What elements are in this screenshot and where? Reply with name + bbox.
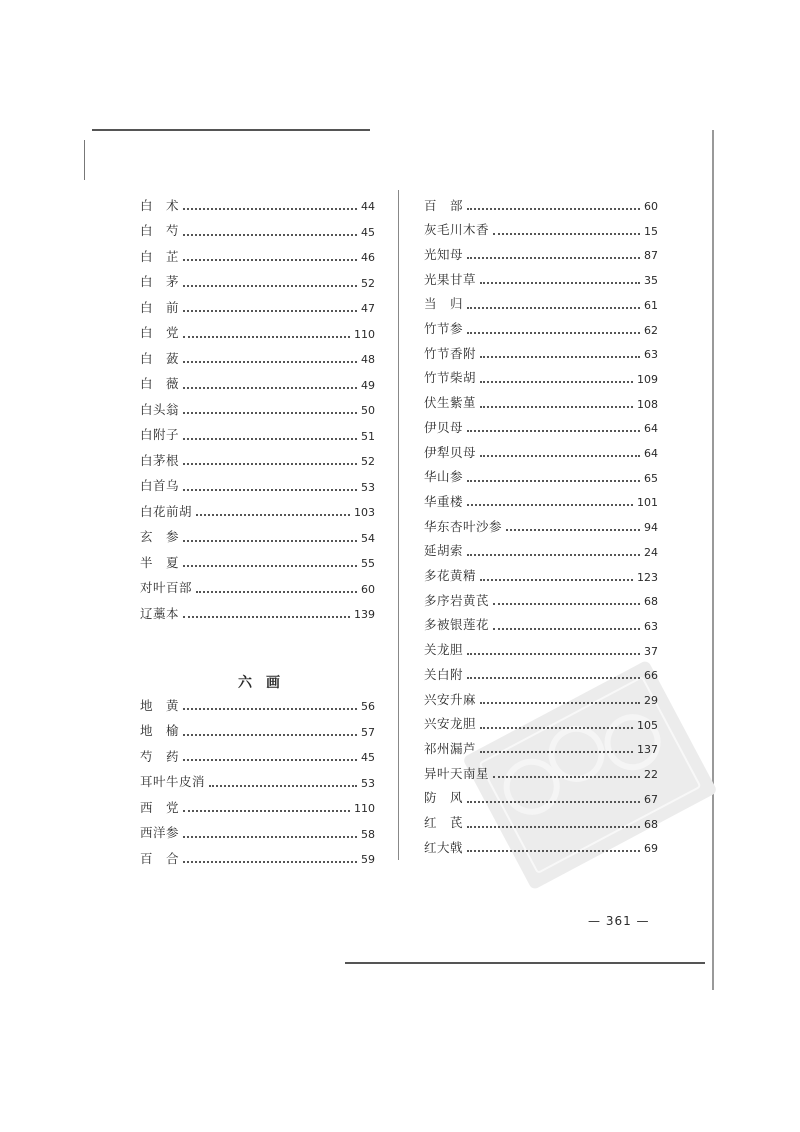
- entry-name: 辽藁本: [140, 605, 180, 621]
- index-entry: [140, 473, 375, 493]
- dot-leader: [183, 810, 350, 812]
- entry-page: 69: [644, 842, 658, 856]
- dot-leader: [480, 751, 633, 753]
- entry-name: 延胡索: [424, 543, 464, 559]
- entry-name: 华山参: [424, 469, 464, 485]
- entry-name: 百 部: [424, 197, 464, 213]
- dot-leader: [493, 233, 640, 235]
- index-entry: [424, 686, 658, 706]
- dot-leader: [467, 480, 640, 482]
- entry-name: 祁州漏芦: [424, 740, 477, 756]
- entry-page: 48: [361, 353, 375, 366]
- dot-leader: [480, 727, 633, 729]
- index-entry: [140, 769, 375, 789]
- index-entry: [140, 845, 375, 865]
- index-entry: [140, 524, 375, 544]
- dot-leader: [183, 734, 357, 736]
- entry-page: 35: [644, 274, 658, 288]
- dot-leader: [506, 529, 640, 531]
- entry-name: 伊贝母: [424, 419, 464, 435]
- index-entry: [424, 513, 658, 533]
- entry-page: 44: [361, 200, 375, 213]
- entry-page: 59: [361, 853, 375, 866]
- entry-page: 58: [361, 827, 375, 841]
- entry-page: 123: [637, 570, 658, 584]
- dot-leader: [467, 801, 640, 803]
- entry-page: 60: [644, 200, 658, 213]
- entry-name: 白 薇: [140, 376, 180, 391]
- bottom-rule: [345, 962, 705, 964]
- dot-leader: [183, 438, 357, 440]
- index-entry: [140, 743, 375, 763]
- index-entry: [140, 396, 375, 416]
- entry-page: 63: [644, 619, 658, 633]
- dot-leader: [493, 628, 640, 630]
- entry-page: 68: [644, 817, 658, 831]
- entry-name: 异叶天南星: [424, 765, 490, 781]
- entry-name: 兴安升麻: [424, 691, 477, 707]
- entry-page: 54: [361, 531, 375, 545]
- index-entry: [424, 661, 658, 681]
- entry-name: 多花黄精: [424, 568, 477, 583]
- entry-name: 白 茅: [140, 274, 180, 289]
- entry-name: 白 芍: [140, 223, 180, 238]
- entry-page: 53: [361, 776, 375, 790]
- entry-page: 45: [361, 751, 375, 764]
- entry-name: 芍 药: [140, 748, 180, 764]
- entry-page: 105: [637, 718, 658, 732]
- entry-page: 47: [361, 302, 375, 315]
- entry-page: 56: [361, 700, 375, 713]
- index-entry: [140, 549, 375, 569]
- entry-page: 67: [644, 792, 658, 806]
- entry-page: 22: [644, 768, 658, 782]
- index-entry: [424, 217, 658, 237]
- index-entry: [140, 294, 375, 314]
- entry-name: 灰毛川木香: [424, 222, 490, 238]
- entry-name: 关白附: [424, 666, 464, 682]
- entry-page: 87: [644, 249, 658, 263]
- index-entry: [424, 587, 658, 607]
- entry-name: 西洋参: [140, 825, 180, 840]
- index-entry: [424, 291, 658, 311]
- entry-page: 24: [644, 545, 658, 559]
- index-entry: [140, 575, 375, 595]
- dot-leader: [480, 455, 640, 457]
- entry-page: 65: [644, 471, 658, 485]
- entry-page: 68: [644, 595, 658, 609]
- entry-name: 地 黄: [140, 697, 180, 713]
- index-entry: [140, 371, 375, 391]
- entry-page: 29: [644, 694, 658, 707]
- entry-name: 百 合: [140, 850, 180, 866]
- entry-name: 红大戟: [424, 839, 464, 855]
- dot-leader: [183, 387, 357, 389]
- entry-page: 15: [644, 224, 658, 238]
- entry-name: 当 归: [424, 296, 464, 312]
- entry-page: 53: [361, 480, 375, 494]
- dot-leader: [183, 708, 357, 710]
- index-entry: [140, 218, 375, 238]
- index-entry: [424, 488, 658, 508]
- entry-name: 白花前胡: [140, 503, 193, 519]
- entry-name: 多被银莲花: [424, 617, 490, 633]
- entry-name: 华重楼: [424, 493, 464, 509]
- dot-leader: [467, 307, 640, 309]
- dot-leader: [467, 430, 640, 432]
- dot-leader: [183, 565, 357, 567]
- dot-leader: [183, 463, 357, 465]
- entry-name: 竹节香附: [424, 345, 477, 361]
- index-entry: [424, 760, 658, 780]
- entry-name: 多序岩黄芪: [424, 592, 490, 608]
- dot-leader: [196, 591, 357, 593]
- dot-leader: [467, 332, 640, 334]
- entry-name: 竹节柴胡: [424, 370, 477, 386]
- dot-leader: [480, 356, 640, 358]
- entry-page: 103: [354, 506, 375, 519]
- index-entry: [424, 464, 658, 484]
- right-index-column: [424, 192, 658, 872]
- index-entry: [424, 563, 658, 583]
- entry-page: 55: [361, 557, 375, 570]
- index-entry: [424, 834, 658, 854]
- index-entry: [140, 718, 375, 738]
- index-entry: [424, 365, 658, 385]
- entry-page: 110: [354, 802, 375, 815]
- index-entry: [424, 316, 658, 336]
- entry-name: 耳叶牛皮消: [140, 774, 206, 789]
- dot-leader: [183, 285, 357, 287]
- entry-page: 63: [644, 348, 658, 362]
- entry-name: 白头翁: [140, 401, 180, 417]
- entry-name: 对叶百部: [140, 580, 193, 595]
- entry-page: 139: [354, 608, 375, 621]
- entry-page: 60: [361, 582, 375, 596]
- index-entry: [140, 447, 375, 467]
- dot-leader: [183, 310, 357, 312]
- entry-name: 地 榆: [140, 723, 180, 738]
- entry-page: 108: [637, 397, 658, 411]
- index-entry: [424, 538, 658, 558]
- entry-page: 137: [637, 743, 658, 757]
- column-divider: [398, 190, 399, 860]
- dot-leader: [480, 579, 633, 581]
- index-entry: [424, 241, 658, 261]
- index-entry: [140, 422, 375, 442]
- index-entry: [140, 692, 375, 712]
- entry-page: 62: [644, 323, 658, 337]
- dot-leader: [183, 540, 357, 542]
- dot-leader: [467, 826, 640, 828]
- index-entry: [140, 600, 375, 620]
- index-entry: [140, 243, 375, 263]
- entry-name: 玄 参: [140, 529, 180, 544]
- dot-leader: [467, 504, 633, 506]
- entry-name: 伏生紫堇: [424, 395, 477, 411]
- dot-leader: [493, 603, 640, 605]
- entry-name: 兴安龙胆: [424, 716, 477, 732]
- index-entry: [140, 794, 375, 814]
- entry-page: 101: [637, 496, 658, 510]
- entry-name: 伊犁贝母: [424, 444, 477, 460]
- entry-name: 白 术: [140, 197, 180, 213]
- dot-leader: [183, 861, 357, 863]
- dot-leader: [467, 257, 640, 259]
- index-entry: [424, 735, 658, 755]
- index-entry: [140, 192, 375, 212]
- entry-page: 50: [361, 404, 375, 417]
- entry-name: 白 前: [140, 299, 180, 315]
- entry-name: 白 蔹: [140, 350, 180, 366]
- index-entry: [424, 711, 658, 731]
- index-entry: [140, 345, 375, 365]
- dot-leader: [183, 234, 357, 236]
- dot-leader: [480, 282, 640, 284]
- dot-leader: [480, 702, 640, 704]
- dot-leader: [183, 759, 357, 761]
- dot-leader: [183, 208, 357, 210]
- entry-page: 51: [361, 429, 375, 443]
- entry-page: 37: [644, 644, 658, 658]
- entry-name: 关龙胆: [424, 642, 464, 658]
- dot-leader: [183, 361, 357, 363]
- dot-leader: [480, 406, 633, 408]
- entry-name: 光知母: [424, 246, 464, 262]
- index-entry: [424, 390, 658, 410]
- index-entry: [424, 192, 658, 212]
- entry-page: 52: [361, 276, 375, 290]
- entry-page: 110: [354, 327, 375, 341]
- dot-leader: [493, 776, 640, 778]
- entry-page: 46: [361, 251, 375, 264]
- entry-page: 64: [644, 447, 658, 460]
- entry-name: 光果甘草: [424, 271, 477, 287]
- entry-page: 64: [644, 422, 658, 436]
- index-entry: [424, 439, 658, 459]
- entry-page: 45: [361, 225, 375, 239]
- entry-name: 白 芷: [140, 248, 180, 264]
- dot-leader: [183, 616, 350, 618]
- dot-leader: [467, 554, 640, 556]
- entry-name: 竹节参: [424, 321, 464, 336]
- top-rule: [92, 129, 370, 131]
- index-entry: [140, 498, 375, 518]
- dot-leader: [467, 677, 640, 679]
- entry-name: 白茅根: [140, 452, 180, 468]
- dot-leader: [183, 259, 357, 261]
- entry-name: 白附子: [140, 427, 180, 442]
- entry-page: 57: [361, 725, 375, 739]
- dot-leader: [183, 336, 350, 338]
- index-entry: [424, 612, 658, 632]
- dot-leader: [183, 836, 357, 838]
- entry-name: 白首乌: [140, 478, 180, 493]
- index-entry: [424, 785, 658, 805]
- dot-leader: [467, 850, 640, 852]
- index-entry: [424, 340, 658, 360]
- dot-leader: [183, 412, 357, 414]
- index-entry: [424, 414, 658, 434]
- entry-page: 61: [644, 298, 658, 312]
- entry-page: 109: [637, 372, 658, 386]
- index-entry: [424, 637, 658, 657]
- entry-name: 西 党: [140, 799, 180, 815]
- entry-page: 94: [644, 521, 658, 535]
- entry-name: 半 夏: [140, 554, 180, 570]
- entry-name: 防 风: [424, 790, 464, 806]
- entry-name: 华东杏叶沙参: [424, 518, 503, 534]
- dot-leader: [183, 489, 357, 491]
- entry-page: 49: [361, 378, 375, 392]
- dot-leader: [209, 785, 357, 787]
- index-entry: [140, 820, 375, 840]
- index-entry: [140, 320, 375, 340]
- dot-leader: [196, 514, 350, 516]
- section-heading: 六画: [238, 675, 294, 691]
- page-edge-right: [712, 130, 714, 990]
- index-entry: [424, 810, 658, 830]
- index-entry: [424, 266, 658, 286]
- entry-name: 红 芪: [424, 815, 464, 830]
- left-index-column: [140, 192, 375, 872]
- entry-name: 白 党: [140, 325, 180, 340]
- index-entry: [140, 269, 375, 289]
- entry-page: 52: [361, 455, 375, 468]
- dot-leader: [467, 208, 640, 210]
- dot-leader: [480, 381, 633, 383]
- dot-leader: [467, 653, 640, 655]
- page-number: — 361 —: [588, 914, 650, 928]
- page-edge-left: [84, 140, 85, 180]
- entry-page: 66: [644, 669, 658, 683]
